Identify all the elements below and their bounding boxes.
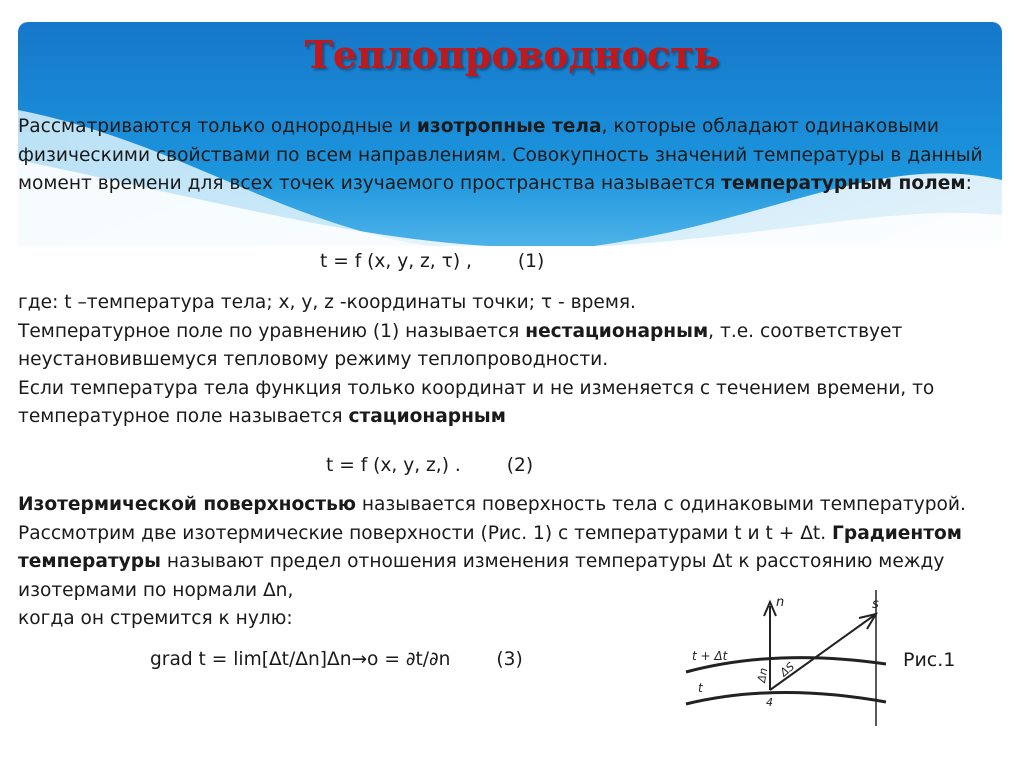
text-run: :: [965, 173, 972, 194]
term-nonstationary: нестационарным: [525, 320, 709, 342]
figure-caption: Рис.1: [903, 649, 956, 671]
paragraph-field-types: [18, 289, 1018, 432]
label-s: s: [872, 597, 879, 612]
label-n: n: [776, 595, 785, 610]
term-temperature-gradient: Градиентом температуры: [18, 522, 962, 572]
formula-2: [326, 452, 533, 480]
label-delta-s: ΔS: [777, 659, 798, 680]
label-point: 4: [766, 696, 773, 709]
definition-line: где: t –температура тела; x, y, z -координаты точки; τ - время.: [18, 292, 636, 313]
term-temperature-field: температурным полем: [721, 173, 966, 194]
formula-1: [320, 248, 544, 276]
formula-3-expression: grad t = lim[Δt/Δn]Δn→o = ∂t/∂n: [150, 649, 451, 670]
term-isothermal-surface: Изотермической поверхностью: [18, 494, 356, 515]
slide-title: Теплопроводность: [304, 32, 720, 77]
term-isotropic-bodies: изотропные тела: [416, 116, 602, 137]
formula-1-expression: t = f (x, y, z, τ) ,: [320, 251, 472, 272]
isotherm-bottom-curve: [686, 692, 886, 704]
label-top-curve: t + Δt: [692, 649, 728, 663]
formula-3: [150, 646, 523, 674]
text-run: , т.е. соответствует неустановившемуся тепловому режиму теплопроводности.: [18, 320, 903, 370]
text-run: называется поверхность тела с одинаковыми температурой. Рассмотрим две изотермические поверхности (Рис. 1) с температурами t и t + Δt.: [18, 494, 966, 544]
formula-3-number: (3): [496, 649, 523, 670]
formula-1-number: (1): [517, 251, 545, 272]
term-stationary: стационарным: [348, 406, 506, 427]
text-run: Рассматриваются только однородные и: [18, 116, 417, 137]
paragraph-intro: [18, 113, 1018, 199]
formula-2-expression: t = f (x, y, z,) .: [326, 455, 461, 476]
text-run: Если температура тела функция только координат и не изменяется с течением времени, то температурное поле называется: [18, 377, 935, 427]
label-bottom-curve: t: [698, 681, 703, 695]
text-run: Температурное поле по уравнению (1) называется: [18, 320, 526, 342]
figure-isotherms: [676, 590, 896, 730]
text-run: , которые обладают одинаковыми физическими свойствами по всем направлениям. Совокупность значений температуры в данный момент времени для всех точек изучаемого пространства называется: [18, 116, 983, 194]
text-run: называют предел отношения изменения температуры Δt к расстоянию между изотермами по нормали Δn,: [18, 551, 945, 601]
formula-2-number: (2): [506, 455, 534, 476]
label-delta-n: Δn: [755, 666, 771, 684]
text-run: когда он стремится к нулю:: [18, 608, 293, 629]
